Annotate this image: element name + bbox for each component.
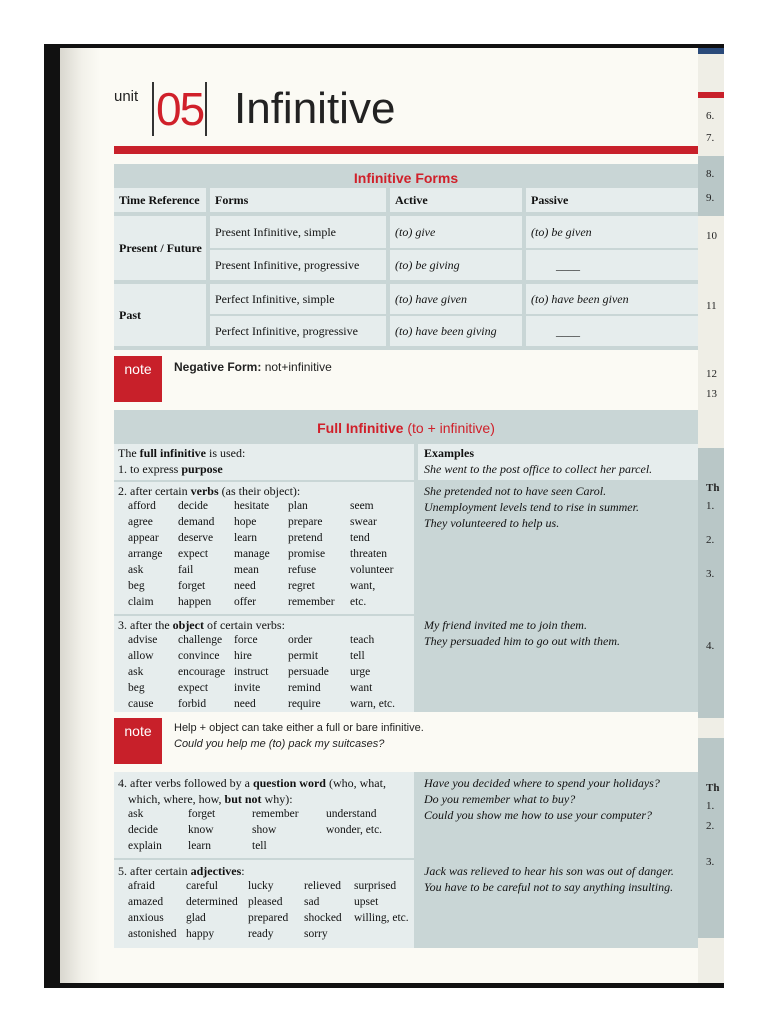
list-word: willing, etc. (354, 912, 409, 924)
facing-page-top-bar (698, 48, 724, 54)
facing-page-number: 13 (706, 388, 717, 400)
table-title: Infinitive Forms (353, 170, 459, 186)
use-5: 5. after certain adjectives: (118, 864, 245, 878)
list-word: astonished (128, 928, 177, 940)
list-word: afraid (128, 880, 155, 892)
list-word: remind (288, 682, 321, 694)
facing-page-panel (698, 156, 724, 216)
column-header: Time Reference (114, 188, 206, 212)
passive-form: ____ (526, 250, 698, 280)
example-sentence: She pretended not to have seen Carol. (424, 484, 607, 498)
full-infinitive-table (114, 410, 698, 712)
list-word: allow (128, 650, 154, 662)
page-title: Infinitive (234, 84, 396, 133)
facing-page-number: 4. (706, 640, 715, 652)
list-word: show (252, 824, 277, 836)
list-word: beg (128, 682, 145, 694)
list-word: sad (304, 896, 320, 908)
list-word: hire (234, 650, 252, 662)
list-word: seem (350, 500, 374, 512)
list-word: fail (178, 564, 194, 576)
examples-cell (418, 772, 698, 858)
list-word: ask (128, 666, 144, 678)
list-word: manage (234, 548, 270, 560)
form-name: Present Infinitive, simple (210, 216, 386, 248)
list-word: ready (248, 928, 274, 940)
passive-form: (to) have been given (526, 284, 698, 314)
list-word: encourage (178, 666, 226, 678)
list-word: deserve (178, 532, 214, 544)
list-word: etc. (350, 596, 367, 608)
list-word: invite (234, 682, 261, 694)
list-word: hesitate (234, 500, 270, 512)
use-3: 3. after the object of certain verbs: (118, 618, 285, 632)
list-word: warn, etc. (350, 698, 396, 710)
facing-page-heading: Th (706, 482, 720, 494)
active-form: (to) be giving (390, 250, 522, 280)
list-word: refuse (288, 564, 317, 576)
facing-page-number: 2. (706, 534, 715, 546)
example-sentence: They volunteered to help us. (424, 516, 560, 530)
list-word: volunteer (350, 564, 394, 576)
list-word: glad (186, 912, 206, 924)
note-negative-form (114, 356, 698, 404)
examples-cell (418, 444, 698, 480)
facing-page-number: 10 (706, 230, 717, 242)
column-header: Active (390, 188, 522, 212)
note-text (174, 360, 332, 374)
facing-page-number: 11 (706, 300, 717, 312)
list-word: happy (186, 928, 215, 940)
section-title-main: Full Infinitive (317, 420, 404, 436)
list-word: convince (178, 650, 220, 662)
list-word: remember (288, 596, 335, 608)
facing-page-red-bar (698, 92, 724, 98)
list-word: relieved (304, 880, 342, 892)
page-spine (60, 48, 100, 983)
list-word: wonder, etc. (326, 824, 383, 836)
list-word: know (188, 824, 214, 836)
list-word: ask (128, 808, 144, 820)
list-word: anxious (128, 912, 164, 924)
list-word: claim (128, 596, 154, 608)
example-sentence: Unemployment levels tend to rise in summer. (424, 500, 639, 514)
examples-cell (418, 482, 698, 614)
list-word: cause (128, 698, 154, 710)
list-word: pretend (288, 532, 323, 544)
list-word: plan (288, 500, 308, 512)
list-word: decide (128, 824, 159, 836)
use-2: 2. after certain verbs (as their object): (118, 484, 301, 498)
list-word: promise (288, 548, 326, 560)
list-word: forget (188, 808, 216, 820)
list-word: offer (234, 596, 257, 608)
list-word: teach (350, 634, 375, 646)
time-reference: Past (114, 284, 206, 346)
list-word: beg (128, 580, 145, 592)
list-word: tell (350, 650, 365, 662)
list-word: want (350, 682, 373, 694)
list-word: advise (128, 634, 158, 646)
form-name: Perfect Infinitive, progressive (210, 316, 386, 346)
facing-page-number: 2. (706, 820, 715, 832)
examples-header: Examples (424, 446, 475, 460)
use-5-cell (114, 860, 414, 948)
section-title-sub: (to + infinitive) (407, 420, 495, 436)
active-form: (to) give (390, 216, 522, 248)
list-word: prepare (288, 516, 323, 528)
note-value: not+infinitive (264, 360, 332, 374)
column-header: Forms (210, 188, 386, 212)
list-word: surprised (354, 880, 397, 892)
note-help-object (114, 718, 698, 766)
unit-number: 05 (152, 82, 207, 136)
list-word: appear (128, 532, 159, 544)
section-title (114, 420, 698, 436)
note-example: Could you help me (to) pack my suitcases? (174, 738, 385, 750)
list-word: remember (252, 808, 299, 820)
uses-intro-cell (114, 444, 414, 480)
list-word: agree (128, 516, 153, 528)
list-word: force (234, 634, 258, 646)
note-label: Negative Form: (174, 360, 262, 374)
facing-page-number: 9. (706, 192, 715, 204)
facing-page-panel (698, 738, 724, 938)
facing-page-number: 3. (706, 856, 715, 868)
list-word: shocked (304, 912, 342, 924)
note-tag: note (114, 718, 162, 764)
list-word: challenge (178, 634, 223, 646)
example-sentence: They persuaded him to go out with them. (424, 634, 620, 648)
list-word: require (288, 698, 321, 710)
unit-label: unit (114, 88, 139, 105)
list-word: determined (186, 896, 238, 908)
list-word: regret (288, 580, 315, 592)
example-sentence: Could you show me how to use your computer? (424, 808, 652, 822)
list-word: explain (128, 840, 162, 852)
active-form: (to) have been giving (390, 316, 522, 346)
use-4-continued: which, where, how, but not why): (128, 792, 293, 806)
list-word: tend (350, 532, 370, 544)
facing-page-number: 3. (706, 568, 715, 580)
list-word: forget (178, 580, 206, 592)
list-word: pleased (248, 896, 283, 908)
facing-page-number: 6. (706, 110, 715, 122)
use-1: 1. to express purpose (118, 462, 223, 476)
list-word: permit (288, 650, 319, 662)
list-word: careful (186, 880, 218, 892)
form-name: Present Infinitive, progressive (210, 250, 386, 280)
facing-page-number: 1. (706, 800, 715, 812)
list-word: sorry (304, 928, 328, 940)
use-2-cell (114, 482, 414, 614)
facing-page-number: 12 (706, 368, 717, 380)
example-sentence: Have you decided where to spend your holidays? (424, 776, 660, 790)
list-word: understand (326, 808, 377, 820)
list-word: mean (234, 564, 259, 576)
facing-page-edge (698, 48, 724, 983)
examples-cell (418, 616, 698, 712)
list-word: persuade (288, 666, 329, 678)
active-form: (to) have given (390, 284, 522, 314)
list-word: ask (128, 564, 144, 576)
list-word: afford (128, 500, 156, 512)
title-rule (114, 146, 698, 154)
list-word: learn (234, 532, 257, 544)
list-word: amazed (128, 896, 164, 908)
list-word: swear (350, 516, 377, 528)
use-4-cell (114, 772, 414, 858)
use-4: 4. after verbs followed by a question word (who, what, (118, 776, 386, 790)
examples-cell (418, 860, 698, 948)
facing-page-number: 7. (706, 132, 715, 144)
list-word: instruct (234, 666, 269, 678)
example-sentence: She went to the post office to collect her parcel. (424, 462, 653, 476)
time-reference: Present / Future (114, 216, 206, 280)
list-word: expect (178, 682, 209, 694)
list-word: tell (252, 840, 267, 852)
note-text: Help + object can take either a full or bare infinitive. (174, 722, 424, 734)
list-word: need (234, 580, 256, 592)
list-word: prepared (248, 912, 289, 924)
list-word: urge (350, 666, 371, 678)
full-infinitive-table-continued (114, 772, 698, 948)
infinitive-forms-table (114, 164, 698, 350)
list-word: hope (234, 516, 257, 528)
list-word: demand (178, 516, 215, 528)
list-word: forbid (178, 698, 207, 710)
list-word: decide (178, 500, 209, 512)
uses-intro: The full infinitive is used: (118, 446, 246, 460)
passive-form: ____ (526, 316, 698, 346)
list-word: want, (350, 580, 376, 592)
example-sentence: Do you remember what to buy? (424, 792, 576, 806)
list-word: lucky (248, 880, 274, 892)
list-word: learn (188, 840, 211, 852)
list-word: threaten (350, 548, 388, 560)
column-header: Passive (526, 188, 698, 212)
list-word: upset (354, 896, 379, 908)
list-word: arrange (128, 548, 163, 560)
form-name: Perfect Infinitive, simple (210, 284, 386, 314)
list-word: expect (178, 548, 209, 560)
example-sentence: My friend invited me to join them. (424, 618, 587, 632)
note-tag: note (114, 356, 162, 402)
example-sentence: Jack was relieved to hear his son was out of danger. (424, 864, 674, 878)
facing-page-number: 8. (706, 168, 715, 180)
list-word: happen (178, 596, 212, 608)
passive-form: (to) be given (526, 216, 698, 248)
facing-page-heading: Th (706, 782, 720, 794)
list-word: need (234, 698, 256, 710)
example-sentence: You have to be careful not to say anything insulting. (424, 880, 674, 894)
use-3-cell (114, 616, 414, 712)
list-word: order (288, 634, 313, 646)
facing-page-number: 1. (706, 500, 715, 512)
